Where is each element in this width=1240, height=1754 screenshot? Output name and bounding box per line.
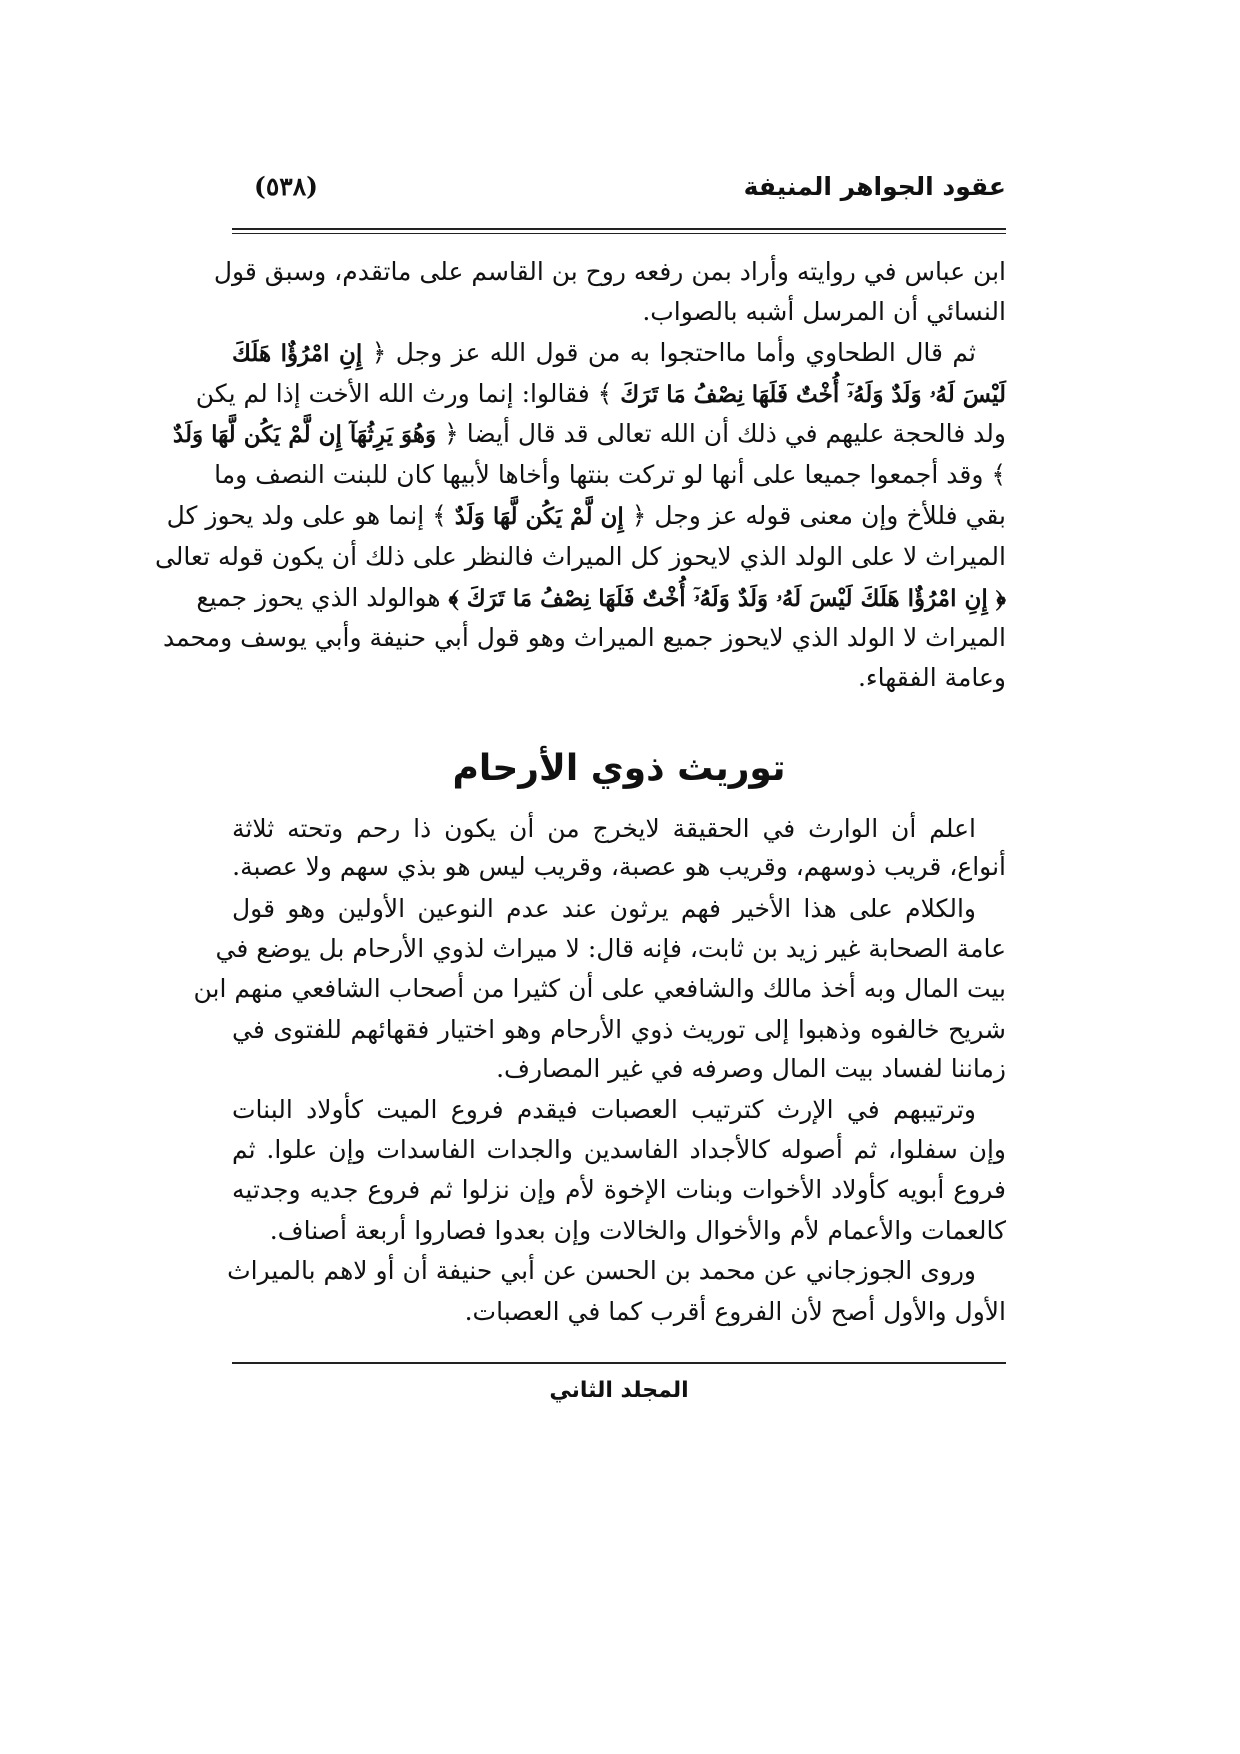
footer-rule (232, 1362, 1006, 1364)
line-text: ثم قال الطحاوي وأما مااحتجوا به من قول الله عز وجل ﴿ (371, 338, 977, 367)
paragraph-line (196, 578, 1006, 618)
paragraph-line: كالعمات والأعمام لأم والأخوال والخالات وإن بعدوا فصاروا أربعة أصناف. (269, 1216, 1006, 1245)
line-text: هوالولد الذي يحوز جميع (196, 583, 441, 612)
paragraph-line: عامة الصحابة غير زيد بن ثابت، فإنه قال: لا ميراث لذوي الأرحام بل يوضع في (215, 934, 1006, 963)
quran-verse: لَيْسَ لَهُۥ وَلَدٌ وَلَهُۥٓ أُخْتٌ فَلَهَا نِصْفُ مَا تَرَكَ (620, 381, 1006, 408)
volume-label: المجلد الثاني (549, 1378, 689, 1403)
paragraph-line (195, 374, 1006, 414)
quran-verse: ﴿ إِنِ امْرُؤٌا هَلَكَ لَيْسَ لَهُۥ وَلَدٌ وَلَهُۥٓ أُخْتٌ فَلَهَا نِصْفُ مَا تَرَكَ ﴾ (448, 585, 1006, 612)
paragraph-line (232, 333, 1006, 373)
paragraph-line: فروع أبويه كأولاد الأخوات وبنات الإخوة لأم وإن نزلوا ثم فروع جديه وجدتيه (232, 1175, 1006, 1204)
paragraph-line: أنواع، قريب ذوسهم، وقريب هو عصبة، وقريب ليس هو بذي سهم ولا عصبة. (232, 852, 1006, 881)
paragraph-line: بيت المال وبه أخذ مالك والشافعي على أن كثيرا من أصحاب الشافعي منهم ابن (193, 974, 1006, 1003)
page-number: (٥٣٨) (254, 172, 318, 201)
paragraph-line: وإن سفلوا، ثم أصوله كالأجداد الفاسدين والجدات الفاسدات وإن علوا. ثم (232, 1135, 1006, 1164)
section-heading: توريث ذوي الأرحام (452, 748, 786, 789)
running-header (232, 172, 1006, 216)
paragraph-line: وترتيبهم في الإرث كترتيب العصبات فيقدم فروع الميت كأولاد البنات (232, 1095, 976, 1124)
paragraph-line: النسائي أن المرسل أشبه بالصواب. (642, 297, 1006, 326)
paragraph-line: الأول والأول أصح لأن الفروع أقرب كما في العصبات. (464, 1297, 1006, 1326)
paragraph-line: الميراث لا على الولد الذي لايحوز كل الميراث فالنظر على ذلك أن يكون قوله تعالى (154, 542, 1006, 571)
line-text: ﴾ إنما هو على ولد يحوز كل (166, 501, 447, 530)
quran-verse: إِنِ امْرُؤٌا هَلَكَ (232, 340, 363, 367)
paragraph-line: ابن عباس في روايته وأراد بمن رفعه روح بن القاسم على ماتقدم، وسبق قول (213, 257, 1006, 286)
paragraph-line (166, 496, 1006, 536)
paragraph-line: شريح خالفوه وذهبوا إلى توريث ذوي الأرحام وهو اختيار فقهائهم للفتوى في (232, 1015, 1006, 1044)
line-text: بقي فللأخ وإن معنى قوله عز وجل ﴿ (631, 501, 1006, 530)
paragraph-line: وعامة الفقهاء. (857, 663, 1006, 692)
paragraph-line: وروى الجوزجاني عن محمد بن الحسن عن أبي حنيفة أن أو لاهم بالميراث (227, 1256, 976, 1285)
line-text: ولد فالحجة عليهم في ذلك أن الله تعالى قد قال أيضا ﴿ (444, 419, 1006, 448)
paragraph-line: زماننا لفساد بيت المال وصرفه في غير المصارف. (496, 1054, 1006, 1083)
book-title: عقود الجواهر المنيفة (743, 172, 1006, 201)
paragraph-line: الميراث لا الولد الذي لايحوز جميع الميراث وهو قول أبي حنيفة وأبي يوسف ومحمد (162, 623, 1006, 652)
paragraph-line: اعلم أن الوارث في الحقيقة لايخرج من أن يكون ذا رحم وتحته ثلاثة (232, 814, 976, 843)
quran-verse: إِن لَّمْ يَكُن لَّهَا وَلَدٌ (454, 503, 624, 530)
paragraph-line: والكلام على هذا الأخير فهم يرثون عند عدم النوعين الأولين وهو قول (232, 894, 976, 923)
paragraph-line: ﴾ وقد أجمعوا جميعا على أنها لو تركت بنتها وأخاها لأبيها كان للبنت النصف وما (214, 460, 1006, 489)
header-double-rule (232, 228, 1006, 234)
paragraph-line (172, 414, 1006, 454)
line-text: ﴾ فقالوا: إنما ورث الله الأخت إذا لم يكن (195, 379, 613, 408)
quran-verse: وَهُوَ يَرِثُهَآ إِن لَّمْ يَكُن لَّهَا وَلَدٌ (172, 421, 437, 448)
